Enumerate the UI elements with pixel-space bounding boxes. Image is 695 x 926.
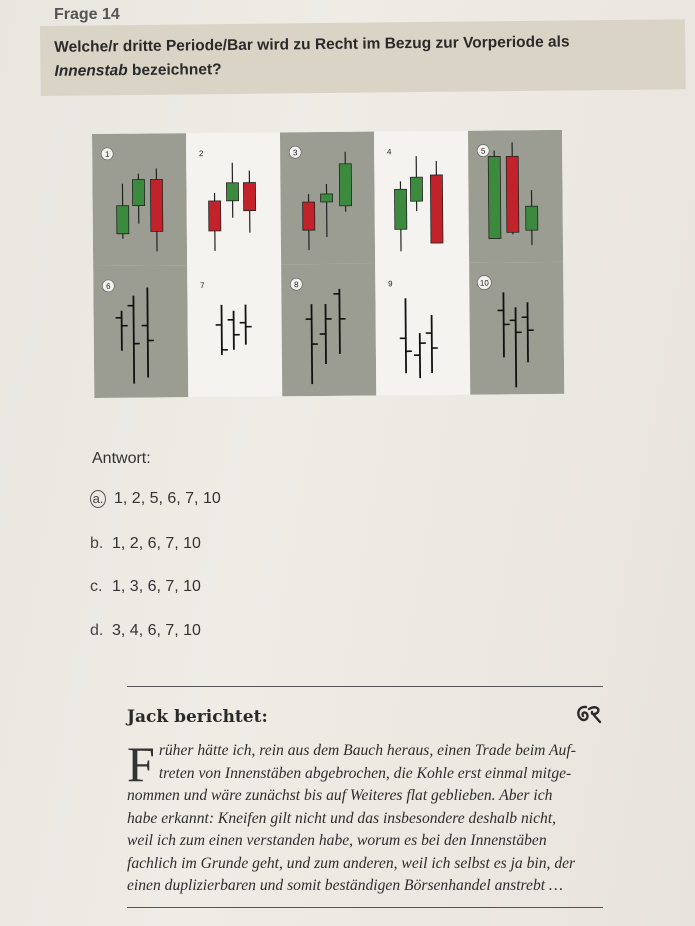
ohlc-bar	[133, 296, 134, 384]
option-letter-a: a.	[90, 490, 106, 508]
candle-body	[303, 202, 315, 230]
story-line: rüher hätte ich, rein aus dem Bauch heraus, einen Trade beim Auf-	[158, 742, 576, 759]
ohlc-bar	[405, 298, 406, 373]
panel-number: 4	[386, 147, 392, 157]
answer-option-d[interactable]	[90, 622, 201, 640]
option-text-b: 1, 2, 6, 7, 10	[112, 535, 201, 552]
story-line: nommen und wäre zunächst bis auf Weiteres flat geblieben. Aber ich	[127, 787, 553, 804]
ohlc-bar	[432, 315, 433, 373]
candle-body	[209, 201, 221, 231]
question-text-italic: Innenstab	[54, 62, 128, 80]
candle-body	[488, 156, 501, 238]
ohlc-bar	[527, 302, 528, 362]
candle-body	[394, 189, 406, 229]
candle-body	[243, 183, 255, 211]
panel-number: 8	[294, 280, 299, 290]
candle-body	[410, 177, 422, 201]
candle-body	[526, 206, 538, 230]
question-text	[54, 29, 674, 83]
panel-number: 3	[292, 148, 298, 158]
ohlc-bar	[147, 288, 148, 378]
question-text-line1: Welche/r dritte Periode/Bar wird zu Recht im Bezug zur Vorperiode als	[54, 33, 570, 56]
divider-bottom	[127, 907, 603, 908]
answer-option-c[interactable]	[90, 578, 201, 596]
candle-body	[226, 183, 238, 201]
divider-top	[127, 686, 603, 687]
option-letter-c: c.	[90, 578, 103, 595]
jack-logo-icon	[574, 703, 602, 725]
story-line: fachlich im Grunde geht, und zum anderen, weil ich selbst es ja bin, der	[127, 854, 576, 872]
panel-number: 1	[104, 149, 110, 159]
candlestick-grid	[92, 130, 564, 398]
candle-body	[132, 180, 144, 206]
panel-number: 7	[200, 281, 205, 291]
story-line: habe erkannt: Kneifen gilt nicht und das insbesondere deshalb nicht,	[127, 809, 557, 827]
answer-label: Antwort:	[92, 450, 151, 467]
option-letter-d: d.	[90, 622, 104, 639]
answer-option-b[interactable]	[90, 535, 201, 553]
panel-number: 5	[480, 146, 486, 156]
panel-number: 2	[198, 149, 204, 159]
candle-body	[339, 164, 351, 206]
story-dropcap: F	[127, 736, 155, 792]
candle-body	[430, 175, 443, 243]
story-line: weil ich zum einen verstanden habe, worum es bei den Innenstäben	[127, 832, 547, 849]
option-text-a: 1, 2, 5, 6, 7, 10	[114, 490, 221, 507]
option-text-c: 1, 3, 6, 7, 10	[112, 578, 201, 595]
panel-number: 10	[479, 278, 489, 288]
candle-body	[117, 206, 129, 234]
candle-body	[506, 156, 519, 232]
jack-title: Jack berichtet:	[127, 707, 268, 727]
candle-body	[321, 194, 333, 202]
panel-number: 9	[388, 279, 393, 289]
question-banner	[40, 19, 686, 96]
option-letter-b: b.	[90, 535, 104, 552]
panel-number: 6	[106, 281, 111, 291]
ohlc-bar	[516, 307, 517, 387]
candlestick-figure	[92, 130, 564, 398]
answer-option-a[interactable]	[90, 490, 221, 508]
option-text-d: 3, 4, 6, 7, 10	[112, 622, 201, 639]
question-number: Frage 14	[54, 6, 120, 23]
story-line: treten von Innenstäben abgebrochen, die Kohle erst einmal mitge-	[158, 764, 572, 782]
story-line: einen duplizierbaren und somit beständigen Börsenhandel anstrebt …	[127, 877, 563, 894]
question-text-rest: bezeichnet?	[127, 61, 222, 80]
jack-story	[127, 736, 607, 898]
candle-body	[150, 179, 162, 231]
ohlc-bar	[339, 289, 340, 354]
